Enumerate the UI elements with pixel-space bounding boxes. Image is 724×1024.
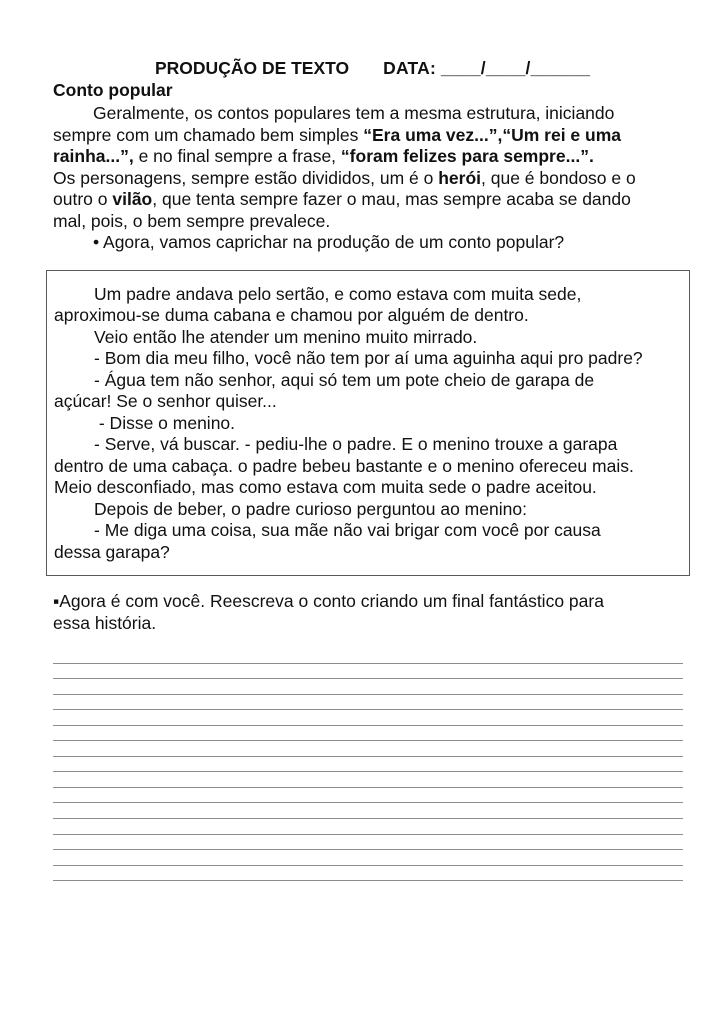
intro-paragraph — [53, 103, 690, 254]
writing-rule-line — [53, 850, 683, 866]
writing-rule-line — [53, 679, 683, 695]
writing-rule-line — [53, 741, 683, 757]
writing-rule-line — [53, 788, 683, 804]
writing-rule-line — [53, 803, 683, 819]
rewrite-prompt — [53, 591, 690, 634]
text-line: ▪Agora é com você. Reescreva o conto criando um final fantástico para — [53, 591, 604, 611]
date-blank-field: DATA: ____/____/______ — [383, 58, 591, 78]
text-line: - Bom dia meu filho, você não tem por aí uma aguinha aqui pro padre? — [94, 348, 643, 368]
writing-rule-line — [53, 835, 683, 851]
writing-rule-line — [53, 695, 683, 711]
text-line: mal, pois, o bem sempre prevalece. — [53, 210, 331, 231]
text-line: • Agora, vamos caprichar na produção de um conto popular? — [93, 232, 565, 252]
writing-rule-line — [53, 726, 683, 742]
text-line: sempre com um chamado bem simples “Era uma vez...”,“Um rei e uma — [53, 124, 621, 145]
text-line: essa história. — [53, 612, 157, 633]
text-line: - Serve, vá buscar. - pediu-lhe o padre. E o menino trouxe a garapa — [94, 434, 618, 454]
page-header — [53, 58, 690, 80]
text-line: Depois de beber, o padre curioso perguntou ao menino: — [94, 498, 527, 519]
writing-rule-line — [53, 664, 683, 680]
text-line: Um padre andava pelo sertão, e como estava com muita sede, — [94, 283, 582, 304]
text-line: rainha...”, e no final sempre a frase, “foram felizes para sempre...”. — [53, 146, 594, 166]
text-line: outro o vilão, que tenta sempre fazer o mau, mas sempre acaba se dando — [53, 189, 631, 209]
text-line: - Disse o menino. — [94, 412, 236, 433]
text-line: - Me diga uma coisa, sua mãe não vai brigar com você por causa — [94, 520, 601, 540]
document-title: PRODUÇÃO DE TEXTO — [155, 58, 350, 78]
text-line: açúcar! Se o senhor quiser... — [54, 391, 277, 411]
writing-rule-line — [53, 866, 683, 882]
text-line: Meio desconfiado, mas como estava com muita sede o padre aceitou. — [54, 477, 597, 497]
text-line: Os personagens, sempre estão divididos, um é o herói, que é bondoso e o — [53, 167, 636, 188]
text-line: Veio então lhe atender um menino muito mirrado. — [94, 326, 478, 347]
writing-rule-line — [53, 710, 683, 726]
writing-rule-line — [53, 648, 683, 664]
text-line: Geralmente, os contos populares tem a mesma estrutura, iniciando — [93, 103, 615, 123]
writing-lines-area — [53, 648, 683, 881]
section-subtitle: Conto popular — [53, 79, 173, 100]
text-line: dessa garapa? — [54, 541, 170, 562]
text-line: - Água tem não senhor, aqui só tem um pote cheio de garapa de — [94, 369, 595, 390]
writing-rule-line — [53, 757, 683, 773]
writing-rule-line — [53, 772, 683, 788]
story-text-box — [46, 270, 690, 577]
writing-rule-line — [53, 819, 683, 835]
text-line: aproximou-se duma cabana e chamou por alguém de dentro. — [54, 305, 529, 325]
text-line: dentro de uma cabaça. o padre bebeu bastante e o menino ofereceu mais. — [54, 455, 634, 476]
